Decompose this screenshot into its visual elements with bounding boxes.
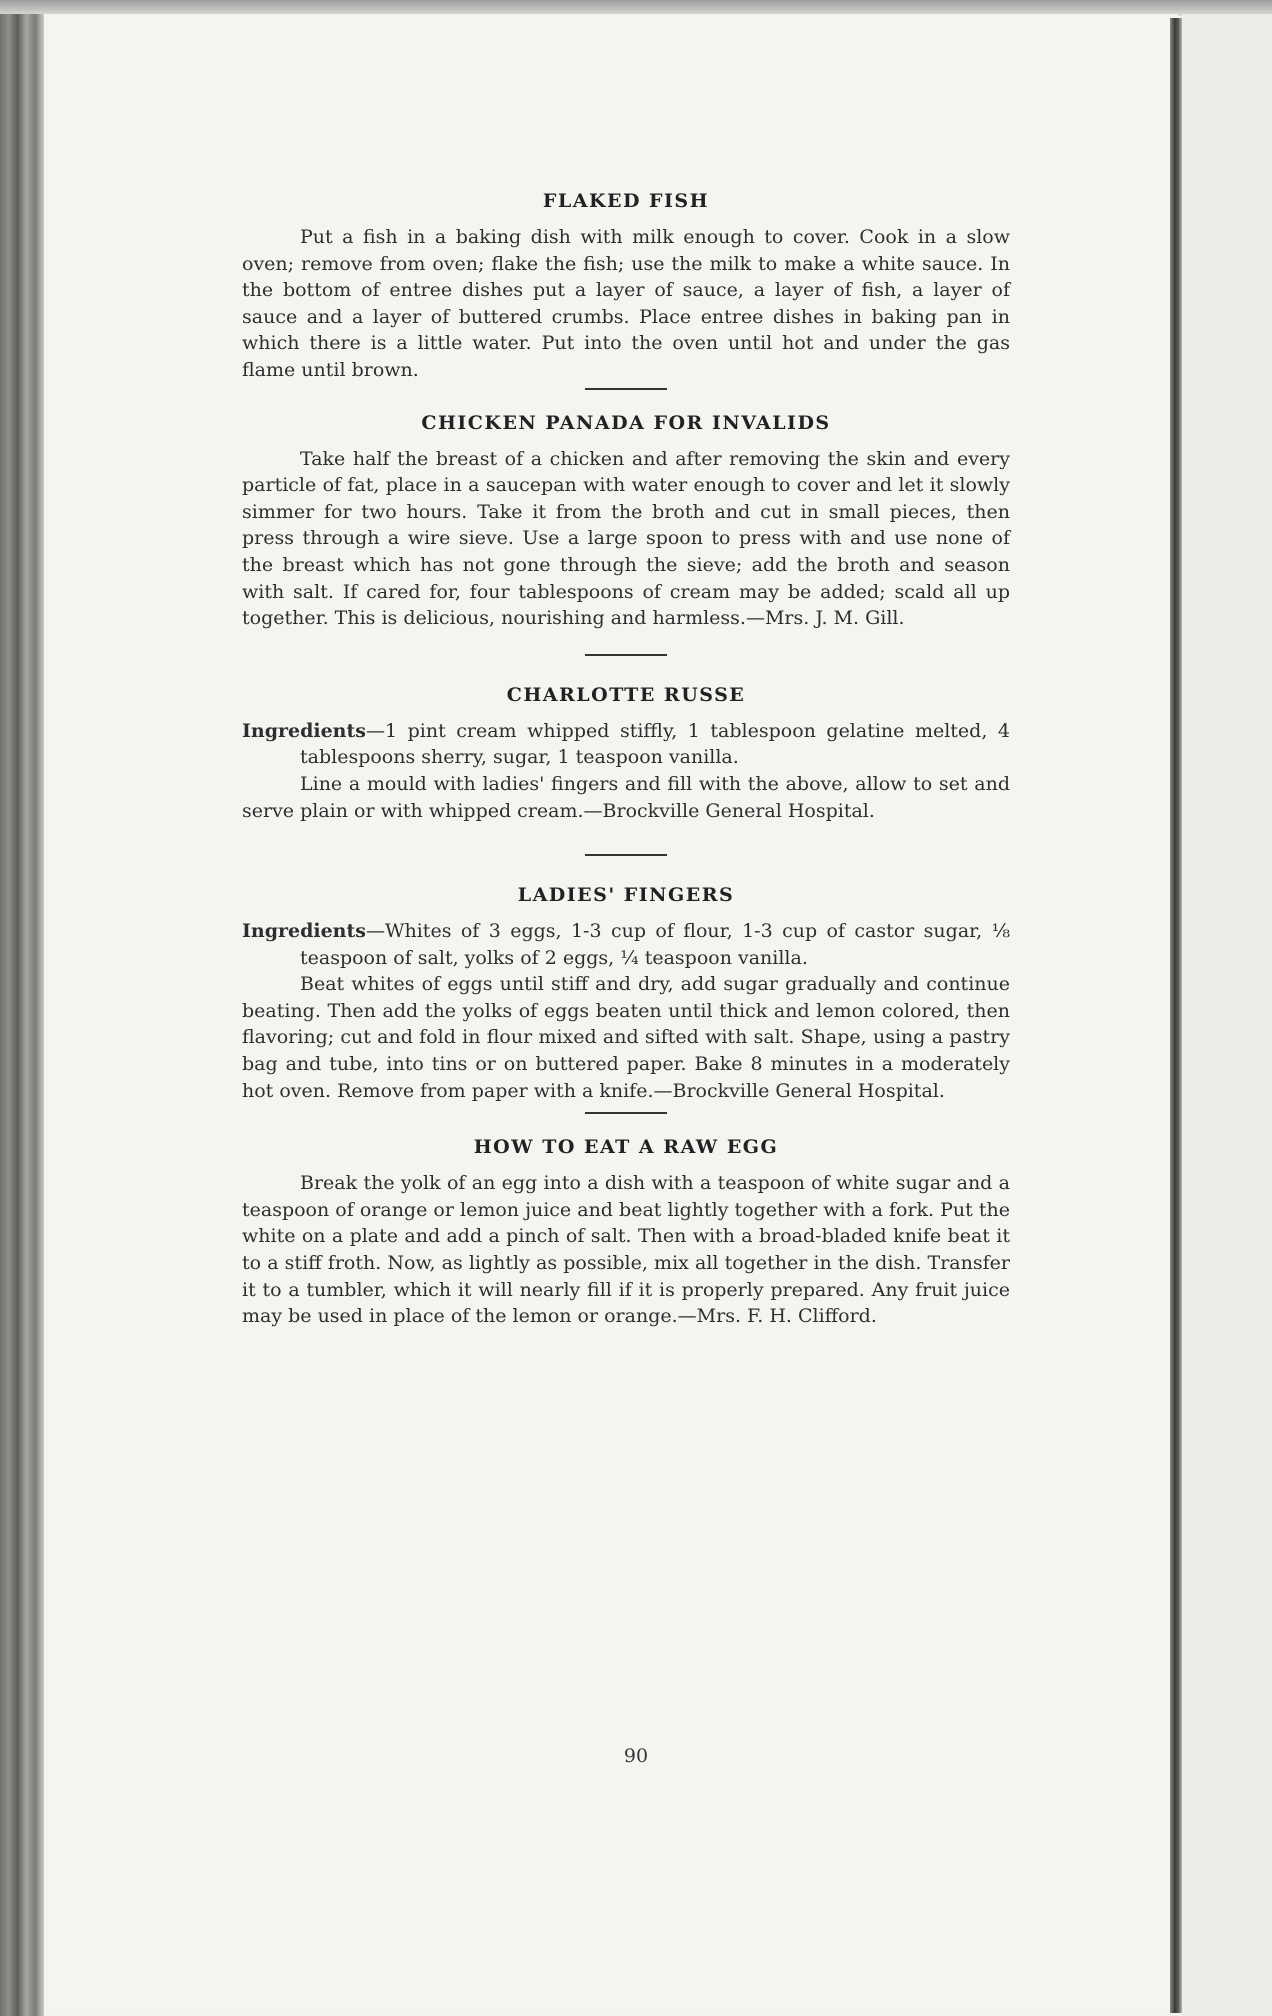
section-divider: [585, 654, 667, 656]
recipe-title: LADIES' FINGERS: [517, 884, 735, 907]
recipe-flaked-fish: [242, 190, 1010, 384]
recipe-chicken-panada: [242, 412, 1010, 632]
book-spine: [0, 14, 44, 2016]
recipe-body: Take half the breast of a chicken and after removing the skin and every particle of fat, place in a saucepan with water enough to cover and let it slowly simmer for two hours. Take it from the broth and cut in small pieces, then press through a wire sieve. Use a large spoon to press with and use none of the breast which has not gone through the sieve; add the broth and season with salt. If cared for, four tablespoons of cream may be added; scald all up together. This is delicious, nourishing and harmless.—Mrs. J. M. Gill.: [242, 447, 1010, 630]
recipe-body: Break the yolk of an egg into a dish with a teaspoon of white sugar and a teaspoon of orange or lemon juice and beat lightly together with a fork. Put the white on a plate and add a pinch of salt. Then with a broad-bladed knife beat it to a stiff froth. Now, as lightly as possible, mix all together in the dish. Transfer it to a tumbler, which it will nearly fill if it is properly prepared. Any fruit juice may be used in place of the lemon or orange.—Mrs. F. H. Clifford.: [242, 1172, 1010, 1328]
section-divider: [585, 854, 667, 856]
recipe-body: Beat whites of eggs until stiff and dry, add sugar gradually and continue beating. Then add the yolks of eggs beaten until thick and lemon colored, then flavoring; cut and fold in flour mixed and sifted with salt. Shape, using a pastry bag and tube, into tins or on buttered paper. Bake 8 minutes in a moderately hot oven. Remove from paper with a knife.—Brockville General Hospital.: [242, 973, 1010, 1102]
recipe-title: HOW TO EAT A RAW EGG: [473, 1136, 779, 1159]
ingredients-text: —Whites of 3 eggs, 1-3 cup of flour, 1-3 cup of castor sugar, ⅛ teaspoon of salt, yolks of 2 eggs, ¼ teaspoon vanilla.: [300, 920, 1010, 969]
recipe-raw-egg: [242, 1136, 1010, 1330]
section-divider: [585, 1112, 667, 1114]
ingredients-label: Ingredients: [242, 920, 366, 943]
recipe-ladies-fingers: [242, 884, 1010, 1104]
recipe-title: FLAKED FISH: [542, 190, 710, 212]
recipe-ingredients: [242, 718, 1010, 771]
recipe-body: Line a mould with ladies' fingers and fill with the above, allow to set and serve plain or with whipped cream.—Brockville General Hospital.: [242, 772, 1010, 822]
recipe-title: CHICKEN PANADA FOR INVALIDS: [421, 411, 831, 434]
page-gutter-edge: [1170, 18, 1182, 2013]
recipe-title: CHARLOTTE RUSSE: [506, 683, 746, 706]
facing-page-margin: [1182, 14, 1272, 2016]
section-divider: [585, 388, 667, 390]
recipe-ingredients: [242, 918, 1010, 971]
recipe-body: Put a fish in a baking dish with milk enough to cover. Cook in a slow oven; remove from oven; flake the fish; use the milk to make a white sauce. In the bottom of entree dishes put a layer of sauce, a layer of fish, a layer of sauce and a layer of buttered crumbs. Place entree dishes in baking pan in which there is a little water. Put into the oven until hot and under the gas flame until brown.: [242, 226, 1010, 381]
recipe-charlotte-russe: [242, 684, 1010, 824]
page-number: 90: [623, 1745, 649, 1767]
ingredients-label: Ingredients: [242, 719, 366, 742]
recipe-column: [242, 190, 1010, 1330]
ingredients-text: —1 pint cream whipped stiffly, 1 tablespoon gelatine melted, 4 tablespoons sherry, sugar, 1 teaspoon vanilla.: [300, 719, 1010, 769]
